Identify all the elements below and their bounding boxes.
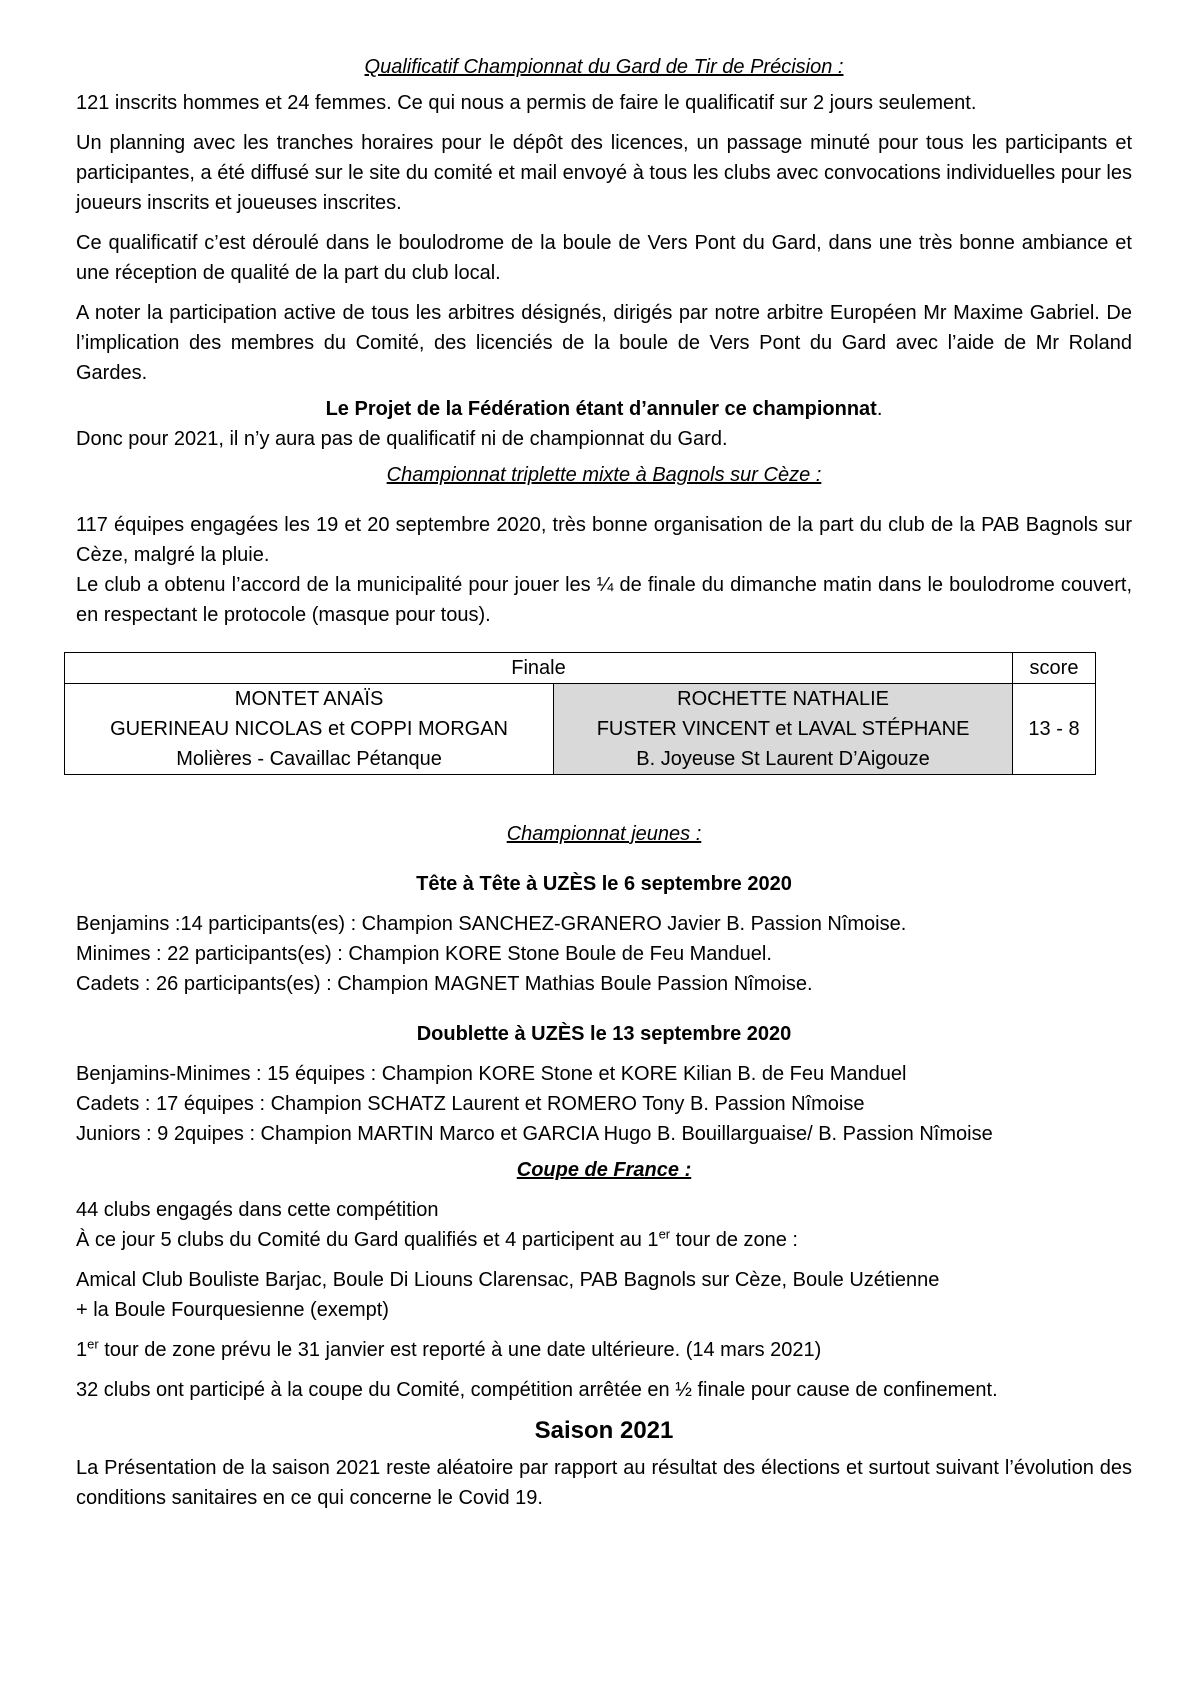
qualifies-text: À ce jour 5 clubs du Comité du Gard qualifiés et 4 participent au 1	[76, 1229, 659, 1251]
finale-teams-row	[65, 684, 1096, 775]
finale-table	[64, 652, 1096, 775]
section-title-tir-precision: Qualificatif Championnat du Gard de Tir de Précision :	[364, 56, 844, 78]
document-page	[76, 52, 1132, 1513]
paragraph-equipes-engagees: 117 équipes engagées les 19 et 20 septembre 2020, très bonne organisation de la part du club de la PAB Bagnols sur Cèze, malgré la pluie.	[76, 514, 1132, 566]
team1-line: MONTET ANAÏS	[234, 688, 384, 710]
tour-zone-number: 1	[76, 1339, 88, 1361]
list-item: Minimes : 22 participants(es) : Champion KORE Stone Boule de Feu Manduel.	[76, 943, 772, 965]
projet-dot: .	[876, 398, 883, 420]
section-title-saison-2021: Saison 2021	[534, 1417, 674, 1444]
team2-cell	[554, 684, 1013, 775]
team2-line: FUSTER VINCENT et LAVAL STÉPHANE	[596, 718, 970, 740]
list-item: Benjamins-Minimes : 15 équipes : Champion KORE Stone et KORE Kilian B. de Feu Manduel	[76, 1063, 907, 1085]
superscript-er: er	[658, 1226, 671, 1242]
subtitle-tete-a-tete: Tête à Tête à UZÈS le 6 septembre 2020	[416, 873, 792, 895]
paragraph-presentation-saison: La Présentation de la saison 2021 reste aléatoire par rapport au résultat des élections et surtout suivant l’évolution des conditions sanitaires en ce qui concerne le Covid 19.	[76, 1457, 1132, 1509]
paragraph-coupe-comite: 32 clubs ont participé à la coupe du Comité, compétition arrêtée en ½ finale pour cause de confinement.	[76, 1379, 998, 1401]
list-item: Cadets : 26 participants(es) : Champion MAGNET Mathias Boule Passion Nîmoise.	[76, 973, 813, 995]
paragraph-clubs-qualifies	[76, 1225, 1132, 1255]
subtitle-doublette: Doublette à UZÈS le 13 septembre 2020	[416, 1023, 792, 1045]
team2-line: B. Joyeuse St Laurent D’Aigouze	[636, 748, 930, 770]
score-cell: 13 - 8	[1013, 684, 1096, 775]
team1-line: GUERINEAU NICOLAS et COPPI MORGAN	[110, 718, 508, 740]
paragraph-deroulement: Ce qualificatif c’est déroulé dans le boulodrome de la boule de Vers Pont du Gard, dans une très bonne ambiance et une réception de qualité de la part du club local.	[76, 232, 1132, 284]
finale-header: Finale	[65, 653, 1013, 684]
qualifies-text-end: tour de zone :	[670, 1229, 798, 1251]
paragraph-tour-zone	[76, 1335, 1132, 1365]
paragraph-clubs-engages: 44 clubs engagés dans cette compétition	[76, 1199, 439, 1221]
team1-line: Molières - Cavaillac Pétanque	[176, 748, 442, 770]
team1-cell	[65, 684, 554, 775]
team2-line: ROCHETTE NATHALIE	[677, 688, 889, 710]
list-item: Benjamins :14 participants(es) : Champion SANCHEZ-GRANERO Javier B. Passion Nîmoise.	[76, 913, 907, 935]
paragraph-planning: Un planning avec les tranches horaires pour le dépôt des licences, un passage minuté pour tous les participants et participantes, a été diffusé sur le site du comité et mail envoyé à tous les clubs avec convocations individuelles pour les joueurs inscrits et joueuses inscrites.	[76, 132, 1132, 214]
section-title-coupe-france: Coupe de France :	[516, 1159, 692, 1181]
list-item: Juniors : 9 2quipes : Champion MARTIN Marco et GARCIA Hugo B. Bouillarguaise/ B. Passion Nîmoise	[76, 1123, 993, 1145]
projet-bold-text: Le Projet de la Fédération étant d’annuler ce championnat	[325, 398, 877, 420]
section-title-jeunes: Championnat jeunes :	[506, 823, 702, 845]
superscript-er: er	[87, 1336, 99, 1352]
paragraph-arbitres: A noter la participation active de tous les arbitres désignés, dirigés par notre arbitre Européen Mr Maxime Gabriel. De l’implication des membres du Comité, des licenciés de la boule de Vers Pont du Gard avec l’aide de Mr Roland Gardes.	[76, 302, 1132, 384]
score-header: score	[1013, 653, 1096, 684]
finale-header-row	[65, 653, 1096, 684]
tour-zone-text: tour de zone prévu le 31 janvier est reporté à une date ultérieure. (14 mars 2021)	[98, 1339, 822, 1361]
paragraph-projet-federation	[76, 394, 1132, 424]
section-title-triplette-mixte: Championnat triplette mixte à Bagnols sur Cèze :	[386, 464, 822, 486]
paragraph-donc-2021: Donc pour 2021, il n’y aura pas de qualificatif ni de championnat du Gard.	[76, 428, 728, 450]
paragraph-clubs-list: Amical Club Bouliste Barjac, Boule Di Liouns Clarensac, PAB Bagnols sur Cèze, Boule Uzétienne	[76, 1269, 940, 1291]
paragraph-accord-municipalite: Le club a obtenu l’accord de la municipalité pour jouer les ¼ de finale du dimanche matin dans le boulodrome couvert, en respectant le protocole (masque pour tous).	[76, 574, 1132, 626]
paragraph-exempt: + la Boule Fourquesienne (exempt)	[76, 1299, 389, 1321]
paragraph-inscrits: 121 inscrits hommes et 24 femmes. Ce qui nous a permis de faire le qualificatif sur 2 jours seulement.	[76, 92, 977, 114]
list-item: Cadets : 17 équipes : Champion SCHATZ Laurent et ROMERO Tony B. Passion Nîmoise	[76, 1093, 865, 1115]
